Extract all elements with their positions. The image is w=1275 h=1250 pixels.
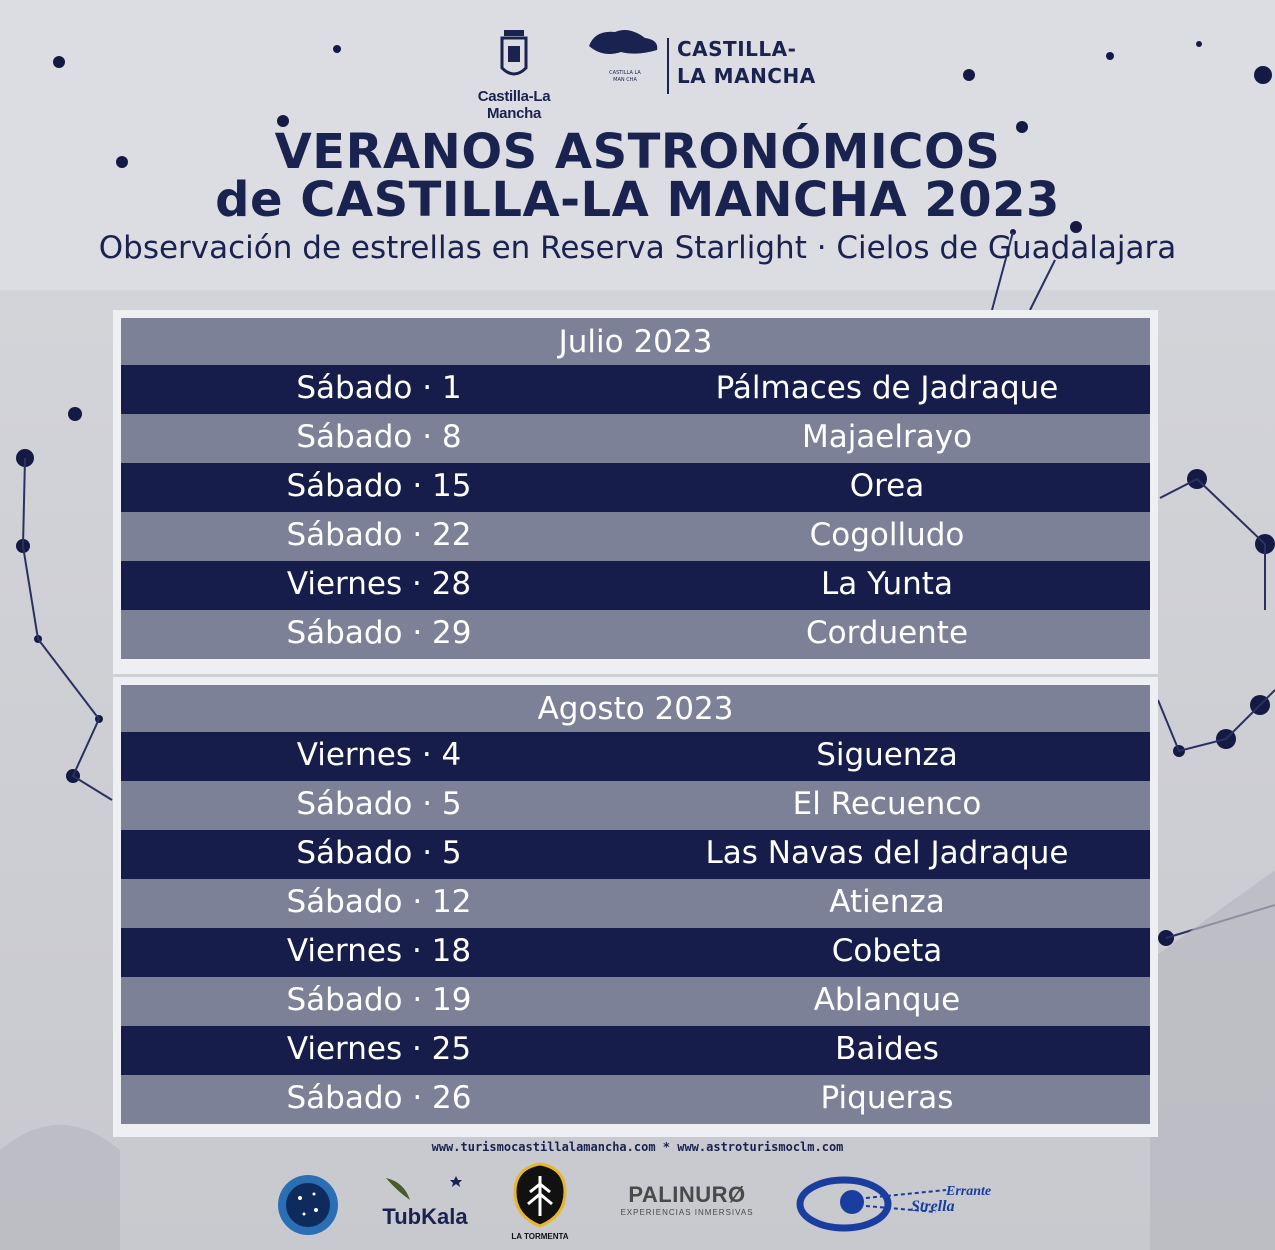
day-cell: Sábado · 29: [286, 615, 472, 651]
table-row: [121, 977, 1150, 1026]
place-cell: La Yunta: [821, 566, 953, 602]
agosto-heading-row: [121, 685, 1150, 732]
day-cell: Viernes · 18: [286, 933, 472, 969]
place-cell: Siguenza: [816, 737, 958, 773]
place-cell: Majaelrayo: [801, 419, 973, 455]
page-title-line1: VERANOS ASTRONÓMICOS: [274, 124, 1001, 180]
palinuro-label: PALINURØ: [628, 1182, 746, 1207]
errante-strella-logo: [796, 1176, 1006, 1232]
clm-tourism-logo: [585, 26, 825, 106]
page-subtitle: Observación de estrellas en Reserva Starlight · Cielos de Guadalajara: [98, 230, 1177, 266]
jccm-logo-text: Castilla-La Mancha: [477, 88, 551, 122]
table-row: [121, 781, 1150, 830]
place-cell: Cogolludo: [809, 517, 965, 553]
table-row: [121, 561, 1150, 610]
day-cell: Sábado · 5: [296, 835, 462, 871]
la-tormenta-logo: [510, 1162, 570, 1241]
bird-moon-icon: [380, 1172, 470, 1208]
crest-icon: [496, 26, 532, 82]
palinuro-logo: [612, 1182, 762, 1217]
day-cell: Sábado · 1: [296, 370, 462, 406]
day-cell: Sábado · 26: [286, 1080, 472, 1116]
jccm-logo: [452, 26, 576, 122]
table-row: [121, 732, 1150, 781]
table-row: [121, 830, 1150, 879]
place-cell: Corduente: [805, 615, 969, 651]
place-cell: Las Navas del Jadraque: [705, 835, 1069, 871]
place-cell: Orea: [849, 468, 925, 504]
day-cell: Sábado · 22: [286, 517, 472, 553]
logo-divider: [667, 38, 669, 94]
julio-heading-row: [121, 318, 1150, 365]
place-cell: El Recuenco: [792, 786, 982, 822]
table-row: [121, 928, 1150, 977]
clm-logo-small-text: CASTILLA LA MAN CHA: [609, 70, 641, 83]
tubkala-logo: [380, 1172, 470, 1230]
day-cell: Sábado · 5: [296, 786, 462, 822]
clm-logo-line2: LA MANCHA: [677, 64, 816, 88]
palinuro-subtitle: EXPERIENCIAS INMERSIVAS: [620, 1208, 754, 1217]
day-cell: Sábado · 12: [286, 884, 472, 920]
strella-label: Strella: [911, 1198, 955, 1215]
tubkala-label: TubKala: [382, 1204, 468, 1229]
agosto-heading: Agosto 2023: [537, 691, 734, 727]
julio-table: [121, 318, 1150, 659]
table-row: [121, 512, 1150, 561]
agosto-table: [121, 685, 1150, 1124]
place-cell: Piqueras: [820, 1080, 954, 1116]
table-row: [121, 1026, 1150, 1075]
place-cell: Ablanque: [813, 982, 961, 1018]
place-cell: Atienza: [829, 884, 945, 920]
tree-shield-icon: [513, 1162, 567, 1228]
table-row: [121, 610, 1150, 659]
table-row: [121, 463, 1150, 512]
table-row: [121, 414, 1150, 463]
day-cell: Viernes · 28: [286, 566, 472, 602]
place-cell: Pálmaces de Jadraque: [715, 370, 1059, 406]
julio-heading: Julio 2023: [558, 324, 713, 360]
day-cell: Viernes · 4: [296, 737, 462, 773]
clm-logo-line1: CASTILLA-: [677, 37, 797, 61]
table-row: [121, 365, 1150, 414]
la-tormenta-label: LA TORMENTA: [511, 1232, 569, 1241]
table-row: [121, 1075, 1150, 1124]
page-title-line2: de CASTILLA-LA MANCHA 2023: [215, 172, 1060, 228]
errante-label: Errante: [946, 1184, 992, 1199]
place-cell: Cobeta: [831, 933, 943, 969]
websites-line[interactable]: www.turismocastillalamancha.com * www.astroturismoclm.com: [431, 1140, 844, 1154]
day-cell: Viernes · 25: [286, 1031, 472, 1067]
day-cell: Sábado · 8: [296, 419, 462, 455]
table-row: [121, 879, 1150, 928]
clm-logo-text: [677, 36, 816, 90]
day-cell: Sábado · 19: [286, 982, 472, 1018]
windmill-hat-icon: [585, 26, 663, 98]
place-cell: Baides: [835, 1031, 939, 1067]
day-cell: Sábado · 15: [286, 468, 472, 504]
starlight-reserve-logo: [276, 1174, 340, 1240]
starlight-badge-icon: [276, 1174, 340, 1236]
